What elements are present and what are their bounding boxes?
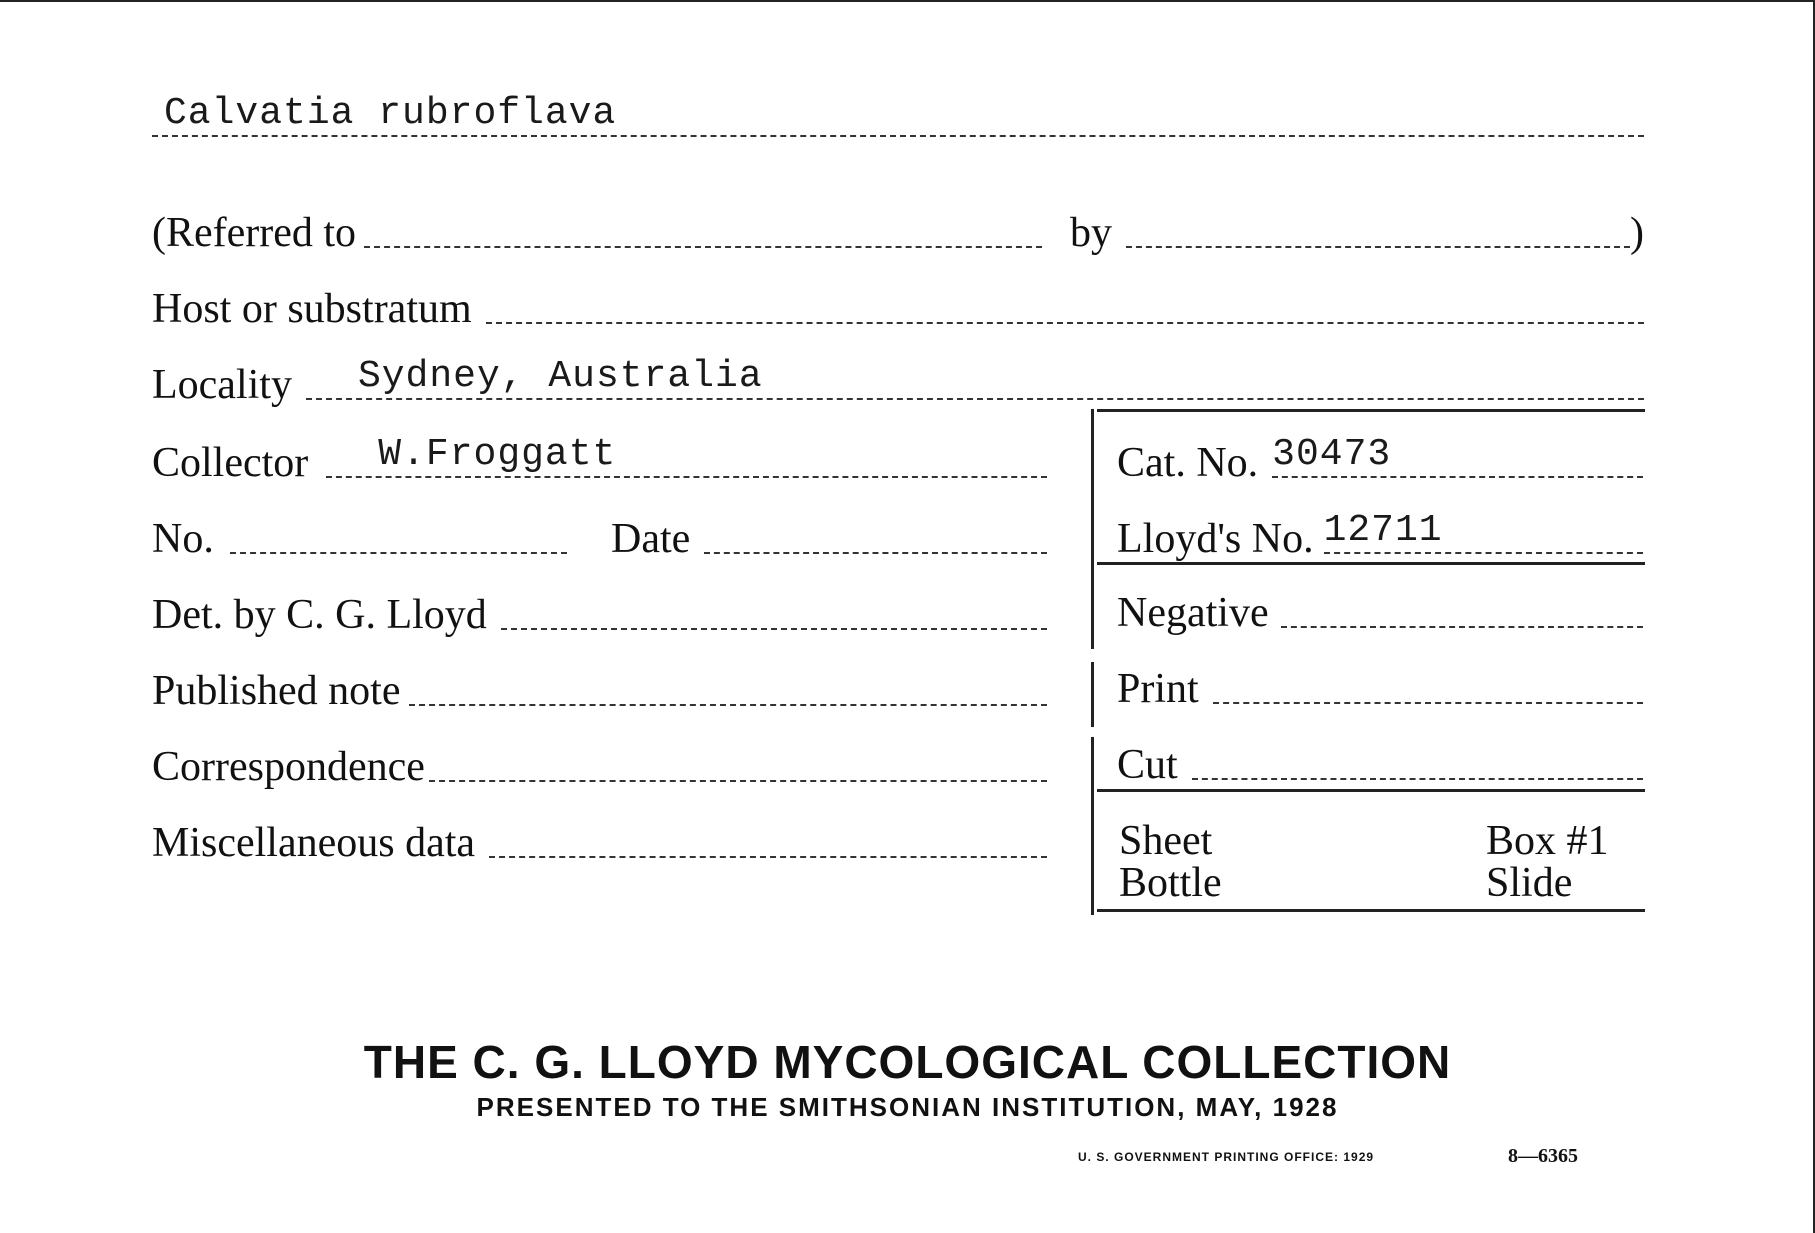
misc-row	[152, 822, 1047, 864]
referred-by-row	[1070, 212, 1644, 254]
box-rule-after-cut	[1097, 789, 1645, 792]
locality-field	[306, 355, 1644, 400]
referred-to-label: (Referred to	[152, 210, 357, 256]
collector-field	[326, 433, 1047, 478]
cut-row	[1117, 744, 1643, 786]
det-by-row	[152, 594, 1047, 636]
cat-no-row	[1117, 433, 1643, 486]
published-note-row	[152, 670, 1047, 712]
referred-by-label: by	[1070, 210, 1112, 256]
correspondence-row	[152, 746, 1047, 788]
misc-label: Miscellaneous data	[152, 820, 476, 866]
cut-field	[1192, 777, 1643, 780]
locality-row	[152, 355, 1644, 408]
collection-subtitle: PRESENTED TO THE SMITHSONIAN INSTITUTION, MAY, 1928	[476, 1092, 1339, 1122]
print-row	[1117, 668, 1643, 710]
cat-no-label: Cat. No.	[1117, 440, 1259, 486]
sheet-label: Sheet	[1119, 818, 1213, 864]
collector-value: W.Froggatt	[378, 433, 617, 476]
box-top-rule	[1097, 409, 1645, 412]
no-label: No.	[152, 516, 214, 562]
referred-close-paren: )	[1630, 210, 1644, 256]
bottle-label: Bottle	[1119, 860, 1222, 906]
collection-title: THE C. G. LLOYD MYCOLOGICAL COLLECTION	[363, 1036, 1452, 1088]
host-row	[152, 288, 1644, 330]
box-label: Box #1	[1486, 818, 1609, 864]
cut-label: Cut	[1117, 742, 1178, 788]
print-label: Print	[1117, 666, 1199, 712]
printer-imprint: U. S. GOVERNMENT PRINTING OFFICE: 1929	[1078, 1150, 1375, 1164]
negative-field	[1281, 625, 1643, 628]
lloyds-no-field	[1323, 509, 1643, 554]
print-field	[1213, 701, 1643, 704]
box-bottom-rule	[1097, 909, 1645, 912]
misc-field	[489, 855, 1047, 858]
negative-row	[1117, 592, 1643, 634]
species-name: Calvatia rubroflava	[164, 92, 617, 135]
host-label: Host or substratum	[152, 286, 472, 332]
date-field	[704, 551, 1047, 554]
box-left-rule-lower	[1091, 737, 1094, 915]
correspondence-field	[429, 779, 1047, 782]
species-field	[152, 92, 1644, 137]
locality-label: Locality	[152, 362, 292, 408]
negative-label: Negative	[1117, 590, 1269, 636]
collector-label: Collector	[152, 440, 309, 486]
host-field	[486, 321, 1644, 324]
lloyds-no-row	[1117, 509, 1643, 562]
lloyds-no-value: 12711	[1323, 509, 1443, 552]
form-number: 8—6365	[1508, 1145, 1578, 1167]
referred-to-field	[364, 245, 1042, 248]
box-left-rule-upper	[1091, 409, 1094, 649]
species-row	[152, 92, 1644, 143]
lloyds-no-label: Lloyd's No.	[1117, 516, 1314, 562]
correspondence-label: Correspondence	[152, 744, 425, 790]
box-left-rule-mid	[1091, 662, 1094, 727]
date-label: Date	[611, 516, 691, 562]
referred-by-field	[1126, 245, 1630, 248]
collector-row	[152, 433, 1047, 486]
det-by-label: Det. by C. G. Lloyd	[152, 592, 487, 638]
published-note-label: Published note	[152, 668, 401, 714]
referred-to-row	[152, 212, 1042, 254]
date-row	[611, 518, 1047, 560]
published-note-field	[409, 703, 1048, 706]
no-row	[152, 518, 567, 560]
locality-value: Sydney, Australia	[357, 355, 763, 398]
det-by-field	[501, 627, 1047, 630]
slide-label: Slide	[1486, 860, 1573, 906]
cat-no-value: 30473	[1272, 433, 1392, 476]
box-rule-after-lloyds	[1097, 562, 1645, 565]
no-field	[230, 551, 567, 554]
cat-no-field	[1272, 433, 1643, 478]
